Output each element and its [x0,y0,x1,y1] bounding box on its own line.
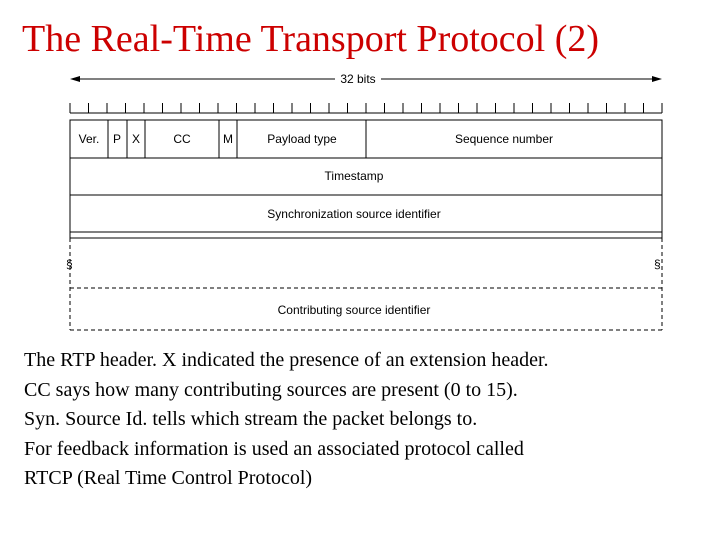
caption-text [24,346,549,494]
field-timestamp: Timestamp [324,169,384,183]
break-mark-left: § [66,257,73,271]
field-marker: M [223,132,233,146]
field-sequence-number: Sequence number [454,132,554,146]
field-csrc: Contributing source identifier [277,303,431,317]
caption-line: Syn. Source Id. tells which stream the packet belongs to. [24,408,478,430]
slide-title: The Real-Time Transport Protocol (2) [22,18,600,60]
bit-ruler [70,103,662,113]
field-csrc-count: CC [173,132,191,146]
field-padding: P [112,132,122,146]
caption-line: For feedback information is used an associated protocol called [24,437,524,460]
arrow-right-head [652,76,662,82]
field-ssrc: Synchronization source identifier [267,207,441,221]
field-payload-type: Payload type [267,132,337,146]
arrow-left-head [70,76,80,82]
caption-line: The RTP header. X indicated the presence of an extension header. [24,349,549,371]
caption-line: CC says how many contributing sources are present (0 to 15). [24,378,518,401]
caption-line: RTCP (Real Time Control Protocol) [24,467,313,489]
field-version: Ver. [78,132,100,146]
field-extension: X [131,132,141,146]
break-mark-right: § [654,257,661,271]
bit-width-label: 32 bits [340,72,376,86]
